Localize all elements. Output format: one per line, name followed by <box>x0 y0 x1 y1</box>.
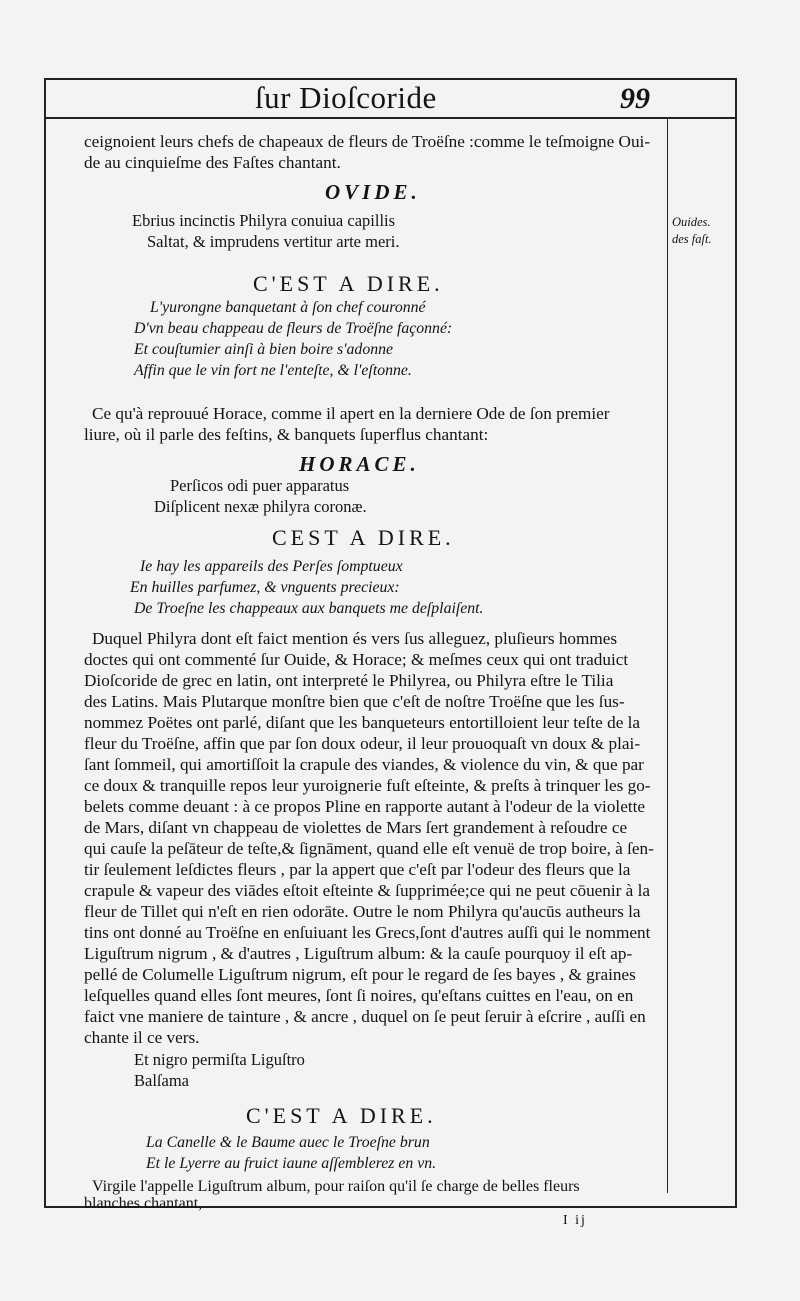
section-heading-ovide: OVIDE. <box>325 180 421 204</box>
verse-line: Et couſtumier ainſi à bien boire s'adonne <box>134 341 394 358</box>
paragraph-line: qui cauſe la peſāteur de teſte,& ſignāment, quand elle eſt venuë de trop boire, à ſen- <box>84 839 654 858</box>
paragraph-line: faict vne maniere de tainture , & ancre , duquel on ſe peut ſeruir à eſcrire , auſſi en <box>84 1007 646 1026</box>
frame-right-rule <box>735 78 737 1208</box>
verse-line: D'vn beau chappeau de fleurs de Troëſne façonné: <box>134 320 453 337</box>
verse-line: Saltat, & imprudens vertitur arte meri. <box>147 232 400 251</box>
text-right-rule <box>667 118 668 1193</box>
paragraph-line: liure, où il parle des feſtins, & banquets ſuperflus chantant: <box>84 425 489 444</box>
verse-line: Perſicos odi puer apparatus <box>170 476 350 495</box>
paragraph-line: Liguſtrum nigrum , & d'autres , Liguſtrum album: & la cauſe pourquoy il eſt ap- <box>84 944 633 963</box>
paragraph-line: nommez Poëtes ont parlé, diſant que les banqueteurs entortilloient leur teſte de la <box>84 713 641 732</box>
paragraph-line: tir ſeulement leſdictes fleurs , par la appert que c'eſt par l'odeur des fleurs que la <box>84 860 631 879</box>
margin-note: des faſt. <box>672 232 712 246</box>
paragraph-line: de Mars, diſant vn chappeau de violettes de Mars ſert grandement à reſoudre ce <box>84 818 628 837</box>
paragraph-line: des Latins. Mais Plutarque monſtre bien que c'eſt de noſtre Troëſne que les ſus- <box>84 692 625 711</box>
paragraph-line: ce doux & tranquille repos leur yuroignerie fuſt eſteinte, & preſts à trinquer les go- <box>84 776 651 795</box>
section-heading-horace: HORACE. <box>299 452 420 476</box>
section-heading-cest-a-dire: C'EST A DIRE. <box>253 271 444 296</box>
paragraph-line: fleur de Tillet qui n'eſt en rien odorāte. Outre le nom Philyra qu'aucūs autheurs la <box>84 902 641 921</box>
verse-line: Balſama <box>134 1071 189 1090</box>
paragraph-line: fleur du Troëſne, affin que par ſon doux odeur, il leur prouoquaſt vn doux & plai- <box>84 734 641 753</box>
paragraph-line: chante il ce vers. <box>84 1028 200 1047</box>
margin-note: Ouides. <box>672 215 711 229</box>
paragraph-line: tins ont donné au Troëſne en enſuiuant les Grecs,ſont d'autres auſſi qui le nomment <box>84 923 651 942</box>
paragraph-line: Dioſcoride de grec en latin, ont interpreté le Philyrea, ou Philyra eſtre le Tilia <box>84 671 614 690</box>
running-title: ſur Dioſcoride <box>255 80 437 115</box>
paragraph-line: ceignoient leurs chefs de chapeaux de fleurs de Troëſne :comme le teſmoigne Oui- <box>84 132 651 151</box>
verse-line: Ie hay les appareils des Perſes ſomptueux <box>140 558 403 575</box>
paragraph-line: Virgile l'appelle Liguſtrum album, pour raiſon qu'il ſe charge de belles fleurs <box>92 1178 580 1195</box>
verse-line: L'yurongne banquetant à ſon chef couronné <box>150 299 426 316</box>
verse-line: En huilles parfumez, & vnguents precieux: <box>130 579 400 596</box>
paragraph-line: belets comme deuant : à ce propos Pline en rapporte autant à l'odeur de la violette <box>84 797 646 816</box>
paragraph-line: Duquel Philyra dont eſt faict mention és vers ſus alleguez, pluſieurs hommes <box>92 629 618 648</box>
verse-line: Et le Lyerre au fruict iaune aſſemblerez en vn. <box>146 1155 437 1172</box>
verse-line: Diſplicent nexæ philyra coronæ. <box>154 497 367 516</box>
paragraph-line: ſant ſommeil, qui amortiſſoit la crapule des viandes, & violence du vin, & que par <box>84 755 644 774</box>
paragraph-line: leſquelles quand elles ſont meures, ſont ſi noires, qu'eſtans cuittes en l'eau, on en <box>84 986 634 1005</box>
verse-line: De Troeſne les chappeaux aux banquets me deſplaiſent. <box>134 600 484 617</box>
paragraph-line: doctes qui ont commenté ſur Ouide, & Horace; & meſmes ceux qui ont traduict <box>84 650 629 669</box>
paragraph-line: de au cinquieſme des Faſtes chantant. <box>84 153 341 172</box>
verse-line: Et nigro permiſta Liguſtro <box>134 1050 305 1069</box>
verse-line: La Canelle & le Baume auec le Troeſne brun <box>146 1134 430 1151</box>
paragraph-line: Ce qu'à reprouué Horace, comme il apert en la derniere Ode de ſon premier <box>92 404 610 423</box>
paragraph-line: crapule & vapeur des viādes eſtoit eſteinte & ſupprimée;ce qui ne peut cōuenir à la <box>84 881 651 900</box>
frame-left-rule <box>44 78 46 1208</box>
paragraph-line: blanches chantant, <box>84 1195 203 1212</box>
section-heading-cest-a-dire: C'EST A DIRE. <box>246 1103 437 1128</box>
verse-line: Ebrius incinctis Philyra conuiua capillis <box>132 211 396 230</box>
signature-mark: I ij <box>563 1213 587 1228</box>
page-number: 99 <box>620 82 650 115</box>
paragraph-line: pellé de Columelle Liguſtrum nigrum, eſt pour le regard de ſes bayes , & graines <box>84 965 636 984</box>
header-rule <box>44 117 737 119</box>
verse-line: Affin que le vin fort ne l'enteſte, & l'eſtonne. <box>134 362 412 379</box>
section-heading-cest-a-dire: CEST A DIRE. <box>272 525 455 550</box>
